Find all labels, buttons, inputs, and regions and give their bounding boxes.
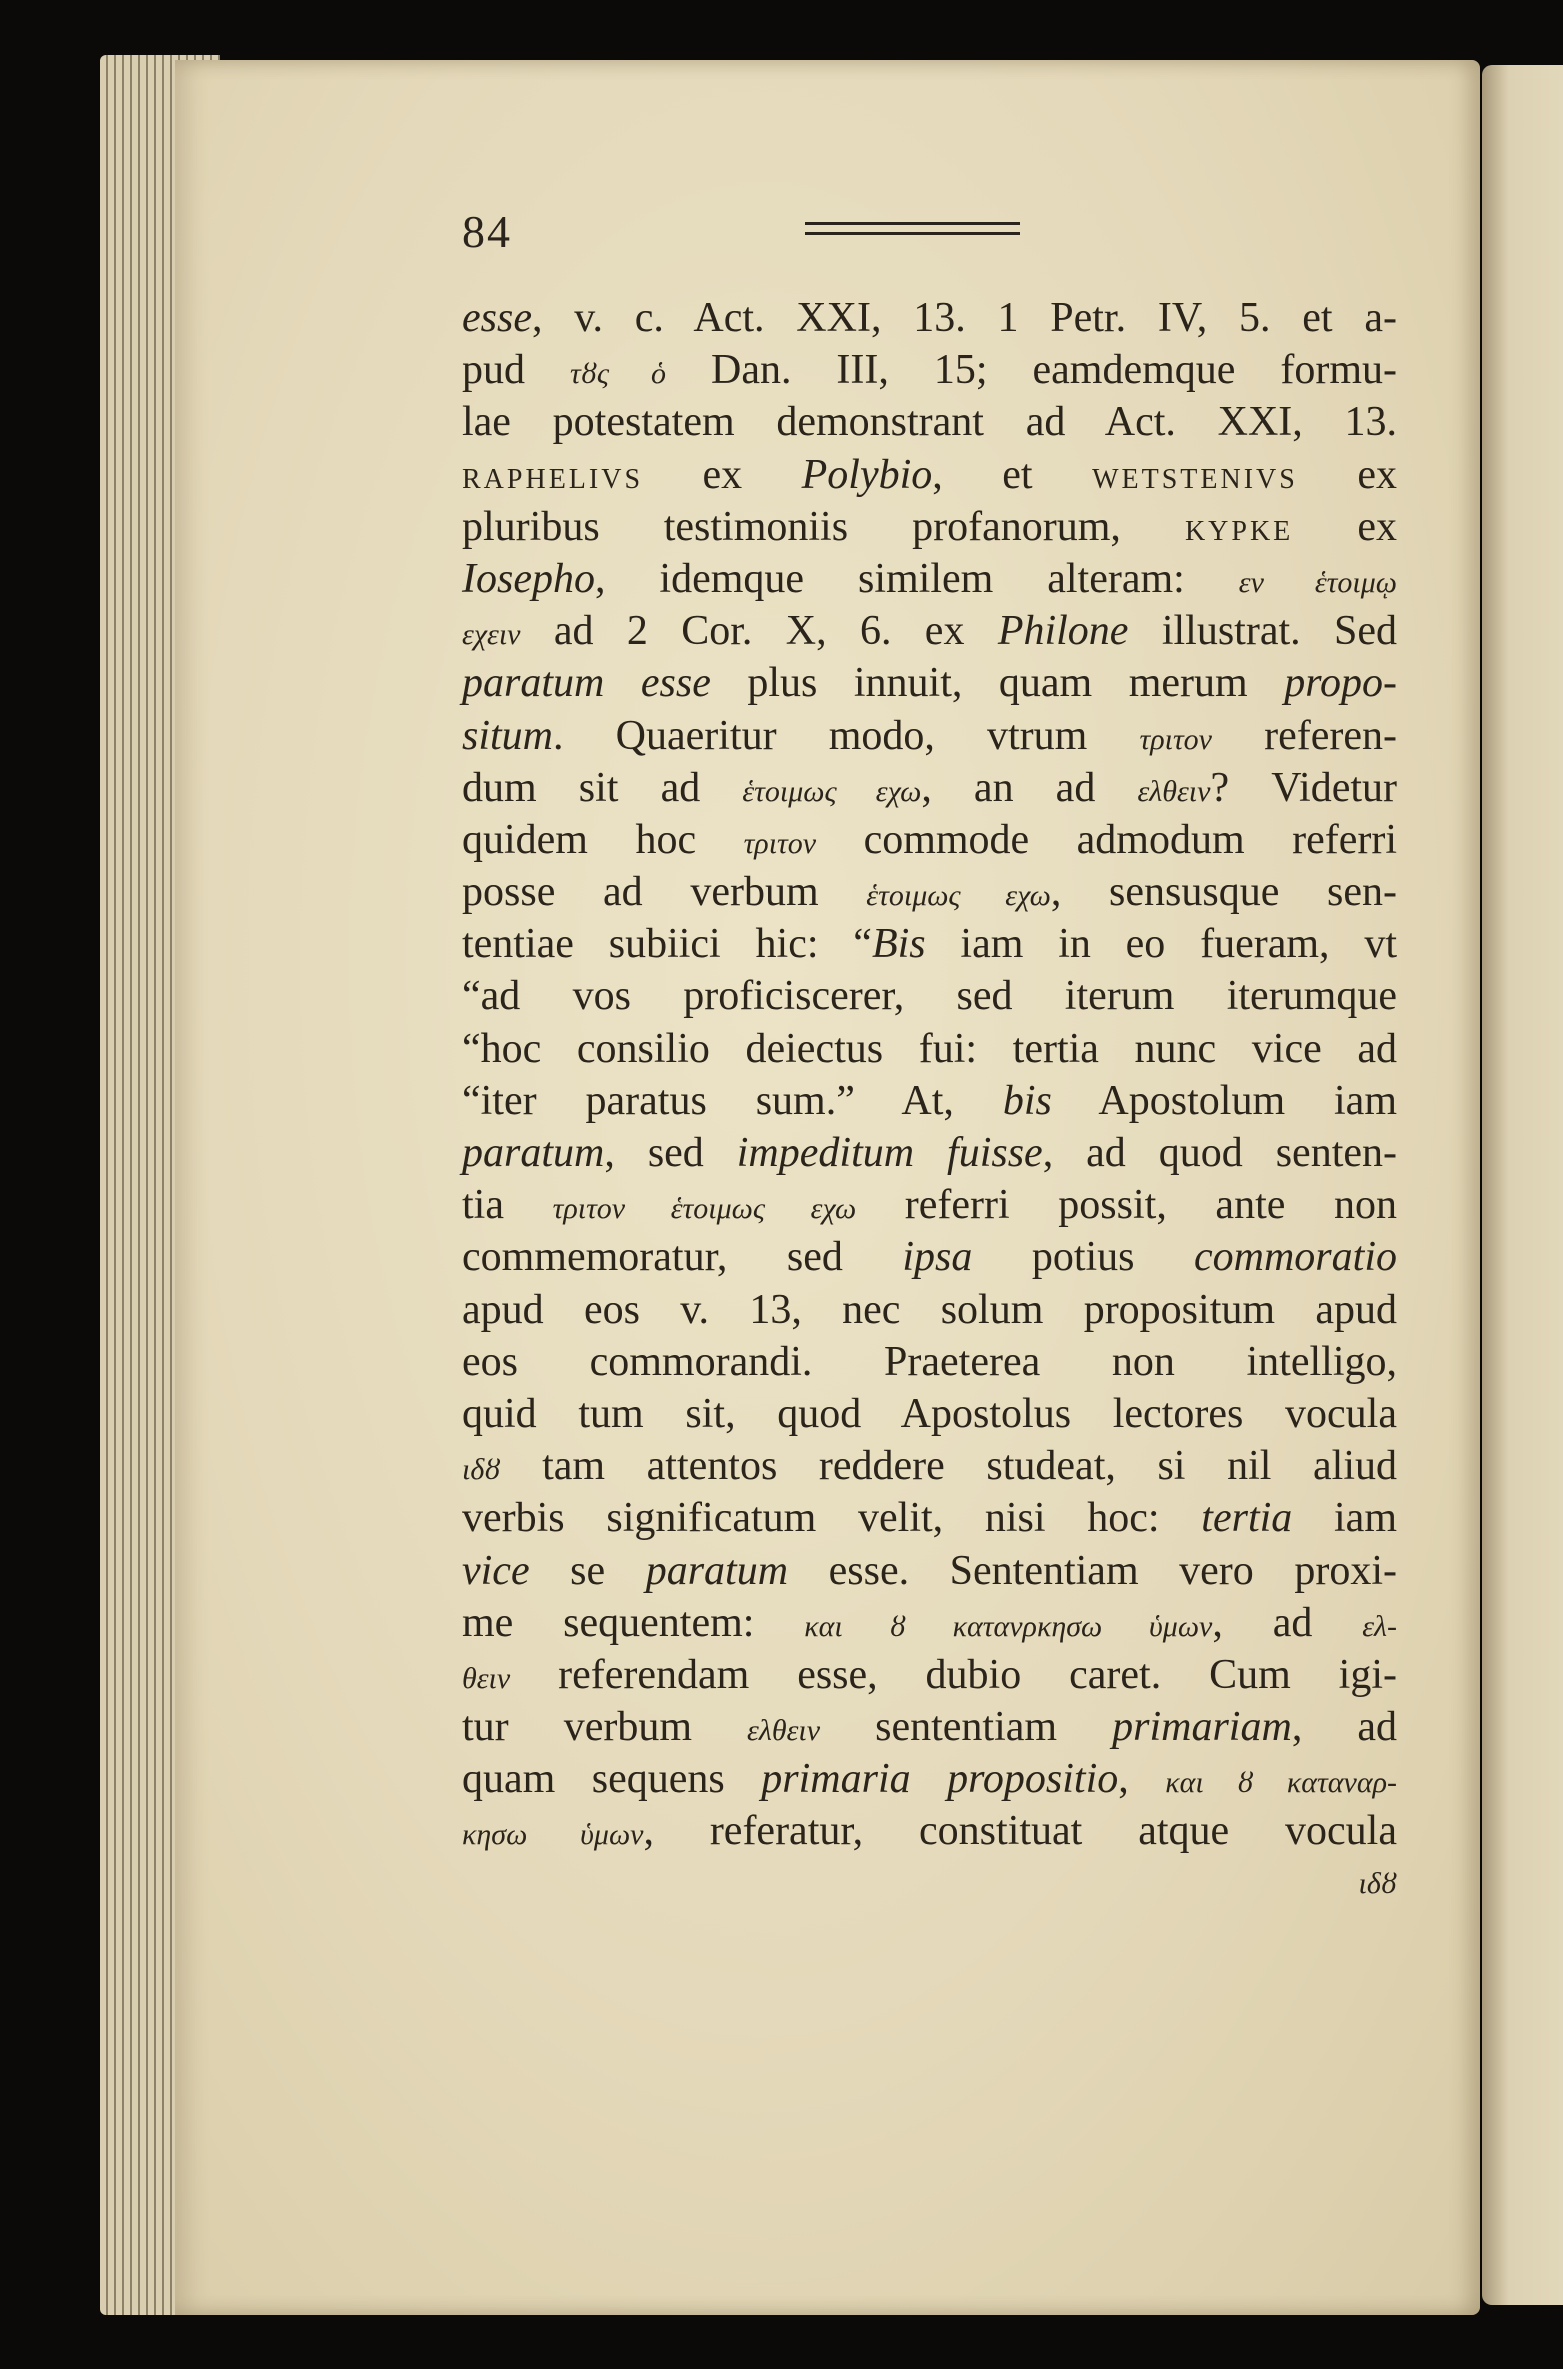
text-line (462, 1336, 1397, 1388)
text-run: Dan. III, 15; eamdemque formu- (666, 347, 1397, 394)
text-line (462, 970, 1397, 1022)
text-run: posse ad verbum (462, 869, 867, 916)
text-line (462, 710, 1397, 762)
text-run: , referatur, constituat atque vocula (643, 1808, 1397, 1855)
text-run: paratum (645, 1547, 789, 1594)
text-run: pluribus testimoniis profanorum, (462, 503, 1185, 550)
text-run: ιδȣ (462, 1453, 501, 1487)
text-run: εν ἑτοιμῳ (1238, 565, 1397, 599)
text-run: τȣς ὁ (569, 357, 667, 391)
text-run: situm (462, 712, 554, 759)
text-run: , ad (1212, 1599, 1363, 1646)
text-line (462, 501, 1397, 553)
text-run: paratum (462, 1130, 605, 1176)
text-line (462, 1023, 1397, 1075)
text-run: “iter paratus sum.” At, (462, 1077, 1003, 1124)
text-run: Philone (997, 608, 1129, 655)
text-run: potius (972, 1234, 1194, 1281)
text-run: vice (462, 1547, 530, 1594)
text-run: KYPKE (1184, 515, 1294, 547)
text-line (462, 449, 1397, 501)
text-run: , v. c. Act. XXI, 13. 1 Petr. IV, 5. et a- (531, 295, 1397, 341)
text-run: , sensusque sen- (1050, 869, 1397, 916)
text-run: , et (932, 451, 1093, 498)
text-line (462, 657, 1397, 709)
text-run: esse (462, 295, 532, 341)
text-run: . Quaeritur modo, vtrum (553, 712, 1140, 759)
text-run: ελθειν (747, 1714, 821, 1748)
text-run: ex (1297, 451, 1397, 498)
header-rule (805, 222, 1020, 235)
text-run: , sed (604, 1130, 737, 1176)
text-run: ipsa (902, 1234, 973, 1281)
text-run: plus innuit, quam merum (710, 660, 1285, 707)
text-run: paratum esse (462, 660, 711, 707)
text-run: tia (462, 1182, 553, 1229)
text-line (462, 1649, 1397, 1701)
text-line (462, 1597, 1397, 1649)
facing-page-edge (1482, 65, 1563, 2305)
text-run: lae potestatem demonstrant ad Act. XXI, 13. (462, 399, 1397, 446)
text-run: quam sequens (462, 1756, 762, 1803)
text-run: commoratio (1194, 1234, 1397, 1281)
text-run: , (1118, 1756, 1166, 1803)
text-line (462, 1701, 1397, 1753)
text-line (462, 605, 1397, 657)
text-run: , ad quod senten- (1042, 1130, 1397, 1176)
text-run: illustrat. Sed (1128, 608, 1397, 655)
text-run: τριτον ἑτοιμως εχω (552, 1192, 857, 1226)
text-run: quidem hoc (462, 816, 744, 863)
text-line (462, 918, 1397, 970)
text-run: “ad vos proficiscerer, sed iterum iterumque (462, 973, 1397, 1020)
text-run: “hoc consilio deiectus fui: tertia nunc vice ad (462, 1025, 1397, 1072)
text-run: apud eos v. 13, nec solum propositum apud (462, 1286, 1397, 1333)
text-run: WETSTENIVS (1092, 463, 1298, 495)
text-run: commemoratur, sed (462, 1234, 903, 1281)
text-line (462, 1545, 1397, 1597)
text-run: verbis significatum velit, nisi hoc: (462, 1495, 1202, 1542)
text-line (462, 1284, 1397, 1336)
catchword: ιδȣ (1358, 1866, 1397, 1900)
text-run: Polybio (801, 451, 933, 498)
text-run: dum sit ad (462, 764, 743, 811)
text-run: ελ- (1362, 1609, 1397, 1643)
text-run: ἑτοιμως εχω (742, 774, 922, 808)
text-run: se (529, 1547, 646, 1594)
text-run: τριτον (1139, 722, 1212, 756)
text-run: referen- (1212, 712, 1398, 759)
page-text (462, 292, 1397, 1910)
text-run: κησω ὑμων (462, 1818, 644, 1852)
text-run: ελθειν (1137, 774, 1211, 808)
text-run: , an ad (921, 764, 1138, 811)
text-run: primariam (1112, 1704, 1292, 1751)
text-line (462, 1388, 1397, 1440)
text-run: iam in eo fueram, vt (925, 921, 1398, 968)
text-run: RAPHELIVS (462, 463, 644, 495)
text-run: , idemque similem alteram: (594, 555, 1239, 602)
text-run: eos commorandi. Praeterea non intelligo, (462, 1338, 1397, 1385)
text-line (462, 762, 1397, 814)
text-run: θειν (462, 1661, 511, 1695)
text-line (462, 1492, 1397, 1544)
text-run: esse. Sententiam vero proxi- (788, 1547, 1397, 1594)
text-run: referri possit, ante non (856, 1182, 1397, 1229)
text-run: εχειν (462, 618, 521, 652)
text-run: sententiam (820, 1704, 1113, 1751)
text-run: Apostolum iam (1051, 1077, 1397, 1124)
text-run: , ad (1291, 1704, 1397, 1751)
text-line (462, 1440, 1397, 1492)
text-line (462, 292, 1397, 344)
text-run: iam (1292, 1495, 1397, 1542)
text-run: tentiae subiici hic: “ (462, 921, 872, 968)
text-line (462, 396, 1397, 448)
text-line (462, 553, 1397, 605)
text-run: ex (643, 451, 802, 498)
text-run: tam attentos reddere studeat, si nil aliud (500, 1443, 1397, 1490)
text-run: referendam esse, dubio caret. Cum igi- (510, 1651, 1397, 1698)
text-run: τριτον (743, 826, 817, 860)
text-run: bis (1002, 1077, 1052, 1124)
text-run: ? Videtur (1210, 764, 1397, 811)
text-run: me sequentem: (462, 1599, 805, 1646)
text-run: και ȣ κατανρκησω ὑμων (804, 1609, 1213, 1643)
text-run: Bis (871, 921, 926, 968)
text-run: ἑτοιμως εχω (866, 879, 1051, 913)
text-line (462, 344, 1397, 396)
text-line (462, 1075, 1397, 1127)
text-line (462, 1805, 1397, 1857)
text-run: tertia (1201, 1495, 1293, 1542)
text-run: ex (1293, 503, 1397, 550)
text-line (462, 1179, 1397, 1231)
text-run: tur verbum (462, 1704, 748, 1751)
text-run: propo- (1284, 660, 1397, 707)
page-number: 84 (462, 206, 512, 257)
text-run: ad 2 Cor. X, 6. ex (520, 608, 998, 655)
text-run: και ȣ καταναρ- (1165, 1766, 1397, 1800)
text-run: impeditum fuisse (736, 1130, 1043, 1176)
text-line (462, 1231, 1397, 1283)
text-line (462, 814, 1397, 866)
text-line (462, 1753, 1397, 1805)
text-run: quid tum sit, quod Apostolus lectores vocula (462, 1390, 1397, 1437)
text-line (462, 866, 1397, 918)
text-run: Iosepho (462, 555, 595, 602)
text-run: pud (462, 347, 570, 394)
text-line (462, 1127, 1397, 1179)
text-run: commode admodum referri (816, 816, 1397, 863)
text-run: primaria propositio (761, 1756, 1119, 1803)
